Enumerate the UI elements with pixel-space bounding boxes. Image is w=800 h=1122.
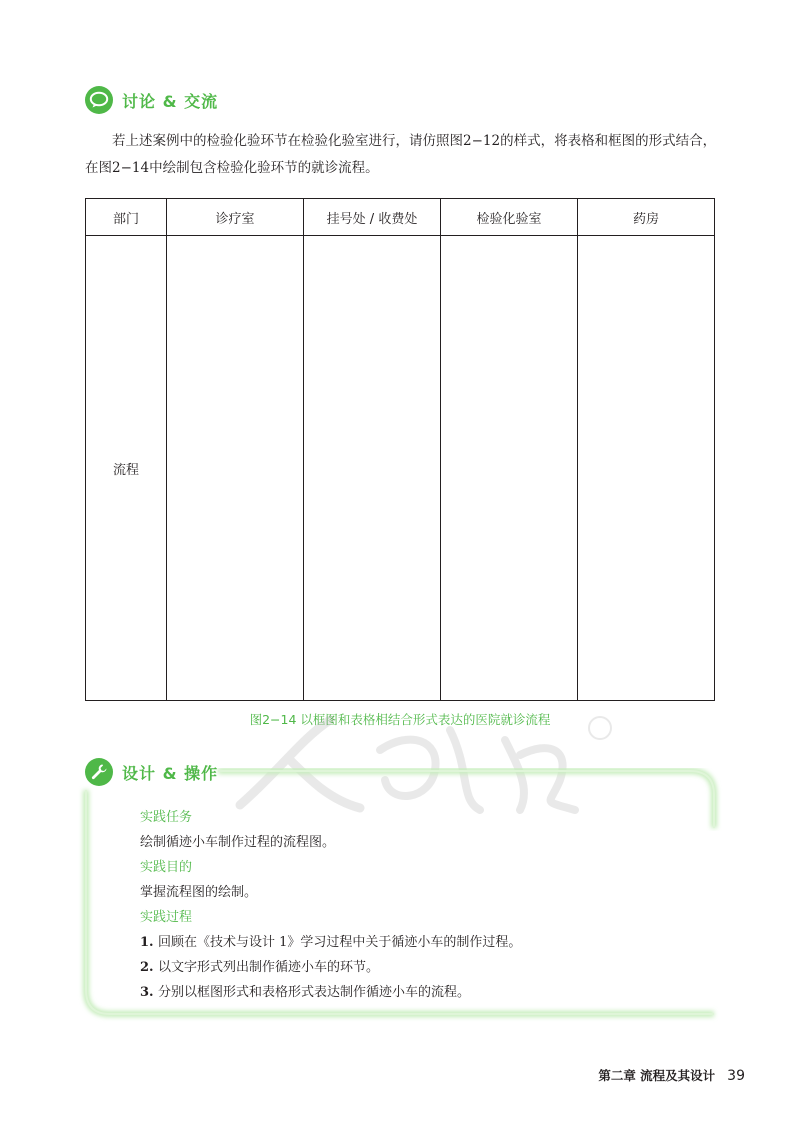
step-text: 以文字形式列出制作循迹小车的环节。	[158, 960, 380, 975]
goal-text: 掌握流程图的绘制。	[140, 885, 258, 900]
design-content	[140, 805, 521, 1005]
empty-cell[interactable]	[304, 236, 441, 701]
page-number: 39	[727, 1068, 745, 1084]
discussion-header	[85, 86, 218, 114]
table-header-cell: 药房	[578, 199, 715, 236]
page-footer	[598, 1066, 745, 1084]
chapter-title: 第二章 流程及其设计	[598, 1068, 716, 1083]
discussion-text: 若上述案例中的检验化验环节在检验化验室进行，请仿照图2−12的样式，将表格和框图的形式结合，在图2−14中绘制包含检验化验环节的就诊流程。	[85, 133, 717, 176]
flow-table	[85, 198, 715, 701]
empty-cell[interactable]	[441, 236, 578, 701]
step-text: 分别以框图形式和表格形式表达制作循迹小车的流程。	[158, 985, 471, 1000]
wrench-icon	[85, 758, 113, 786]
step-number: 3.	[140, 985, 154, 1000]
table-header-cell: 挂号处 / 收费处	[304, 199, 441, 236]
task-text: 绘制循迹小车制作过程的流程图。	[140, 835, 336, 850]
goal-label: 实践目的	[140, 860, 193, 875]
speech-bubble-icon	[85, 86, 113, 114]
table-header-cell: 部门	[86, 199, 167, 236]
list-item	[140, 955, 521, 980]
task-label: 实践任务	[140, 810, 193, 825]
table-header-row	[86, 199, 715, 236]
empty-cell[interactable]	[167, 236, 304, 701]
watermark-logo	[220, 710, 620, 820]
figure-caption: 图2−14 以框图和表格相结合形式表达的医院就诊流程	[249, 712, 551, 727]
row-label-cell: 流程	[86, 236, 167, 701]
process-label: 实践过程	[140, 910, 193, 925]
table-header-cell: 检验化验室	[441, 199, 578, 236]
list-item	[140, 980, 521, 1005]
table-header-cell: 诊疗室	[167, 199, 304, 236]
step-number: 2.	[140, 960, 154, 975]
list-item	[140, 930, 521, 955]
design-title: 设计 & 操作	[122, 763, 219, 783]
empty-cell[interactable]	[578, 236, 715, 701]
discussion-title: 讨论 & 交流	[122, 91, 219, 111]
step-number: 1.	[140, 935, 154, 950]
step-text: 回顾在《技术与设计 1》学习过程中关于循迹小车的制作过程。	[158, 935, 522, 950]
table-row	[86, 236, 715, 701]
design-header	[85, 758, 218, 786]
discussion-paragraph	[85, 128, 717, 182]
